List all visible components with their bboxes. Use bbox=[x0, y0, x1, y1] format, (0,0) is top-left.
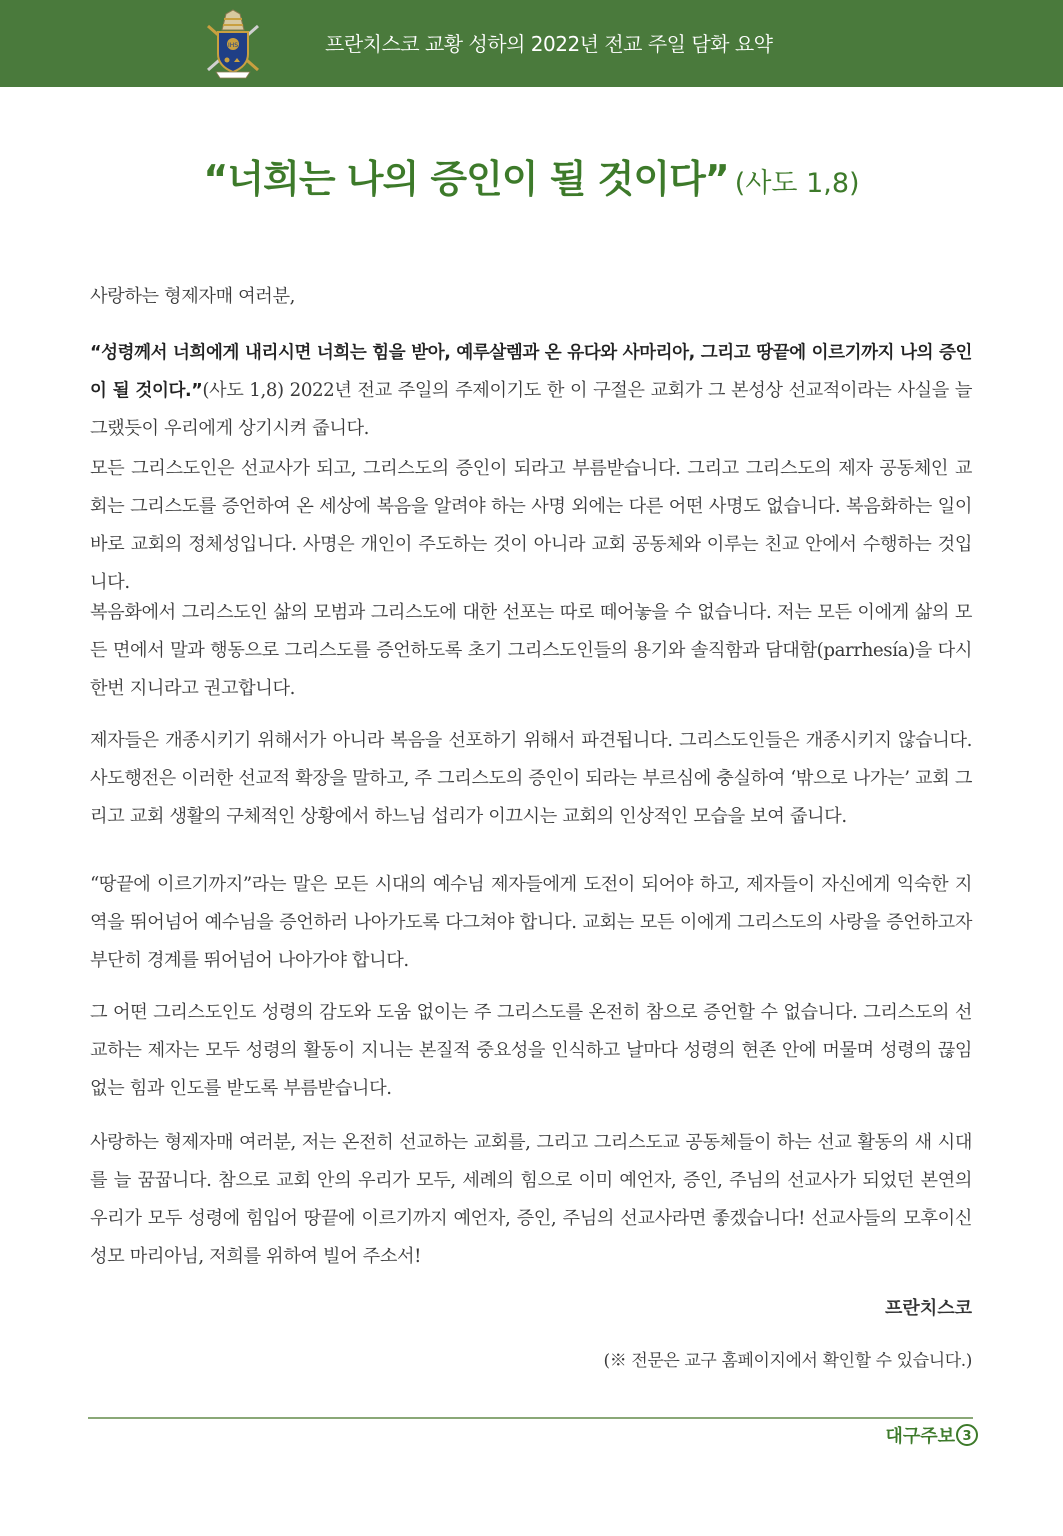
footer-publication: 대구주보 bbox=[885, 1426, 955, 1447]
footnote: (※ 전문은 교구 홈페이지에서 확인할 수 있습니다.) bbox=[603, 1351, 972, 1371]
footer-divider bbox=[88, 1417, 973, 1419]
header-title: 프란치스코 교황 성하의 2022년 전교 주일 담화 요약 bbox=[325, 32, 773, 56]
paragraph-1 bbox=[90, 334, 972, 448]
greeting: 사랑하는 형제자매 여러분, bbox=[90, 286, 296, 307]
page-title bbox=[0, 148, 1063, 203]
paragraph-7: 사랑하는 형제자매 여러분, 저는 온전히 선교하는 교회를, 그리고 그리스도교 공동체들이 하는 선교 활동의 새 시대를 늘 꿈꿉니다. 참으로 교회 안의 우리가 모두, 세례의 힘으로 이미 예언자, 증인, 주님의 선교사가 되었던 본연의 우리가 모두 성령에 힘입어 땅끝에 이르기까지 예언자, 증인, 주님의 선교사라면 좋겠습니다! 선교사들의 모후이신 성모 마리아님, 저희를 위하여 빌어 주소서! bbox=[90, 1132, 972, 1267]
page-number: 3 bbox=[956, 1424, 978, 1446]
svg-text:IHS: IHS bbox=[227, 42, 239, 49]
title-reference: (사도 1,8) bbox=[734, 168, 860, 199]
header-bar bbox=[0, 0, 1063, 87]
paragraph-3: 복음화에서 그리스도인 삶의 모범과 그리스도에 대한 선포는 따로 떼어놓을 수 없습니다. 저는 모든 이에게 삶의 모든 면에서 말과 행동으로 그리스도를 증언하도록 초기 그리스도인들의 용기와 솔직함과 담대함(parrhesía)을 다시 한번 지니라고 권고합니다. bbox=[90, 602, 972, 699]
title-quote: “너희는 나의 증인이 될 것이다” bbox=[203, 157, 729, 201]
paragraph-2: 모든 그리스도인은 선교사가 되고, 그리스도의 증인이 되라고 부름받습니다. 그리고 그리스도의 제자 공동체인 교회는 그리스도를 증언하여 온 세상에 복음을 알려야 하는 사명 외에는 다른 어떤 사명도 없습니다. 복음화하는 일이 바로 교회의 정체성입니다. 사명은 개인이 주도하는 것이 아니라 교회 공동체와 이루는 친교 안에서 수행하는 것입니다. bbox=[90, 458, 972, 593]
paragraph-6: 그 어떤 그리스도인도 성령의 감도와 도움 없이는 주 그리스도를 온전히 참으로 증언할 수 없습니다. 그리스도의 선교하는 제자는 모두 성령의 활동이 지니는 본질적 중요성을 인식하고 날마다 성령의 현존 안에 머물며 성령의 끊임없는 힘과 인도를 받도록 부름받습니다. bbox=[90, 1002, 972, 1099]
signature: 프란치스코 bbox=[885, 1298, 972, 1319]
papal-coat-of-arms-icon bbox=[200, 8, 266, 80]
scripture-quote: “성령께서 너희에게 내리시면 너희는 힘을 받아, 예루살렘과 온 유다와 사마리아, 그리고 땅끝에 이르기까지 나의 증인이 될 것이다.” bbox=[90, 343, 972, 401]
paragraph-1-text: (사도 1,8) 2022년 전교 주일의 주제이기도 한 이 구절은 교회가 그 본성상 선교적이라는 사실을 늘 그랬듯이 우리에게 상기시켜 줍니다. bbox=[90, 380, 972, 439]
paragraph-5: “땅끝에 이르기까지”라는 말은 모든 시대의 예수님 제자들에게 도전이 되어야 하고, 제자들이 자신에게 익숙한 지역을 뛰어넘어 예수님을 증언하러 나아가도록 다그쳐야 합니다. 교회는 모든 이에게 그리스도의 사랑을 증언하고자 부단히 경계를 뛰어넘어 나아가야 합니다. bbox=[90, 874, 972, 971]
paragraph-4: 제자들은 개종시키기 위해서가 아니라 복음을 선포하기 위해서 파견됩니다. 그리스도인들은 개종시키지 않습니다. 사도행전은 이러한 선교적 확장을 말하고, 주 그리스도의 증인이 되라는 부르심에 충실하여 ‘밖으로 나가는’ 교회 그리고 교회 생활의 구체적인 상황에서 하느님 섭리가 이끄시는 교회의 인상적인 모습을 보여 줍니다. bbox=[90, 730, 972, 827]
